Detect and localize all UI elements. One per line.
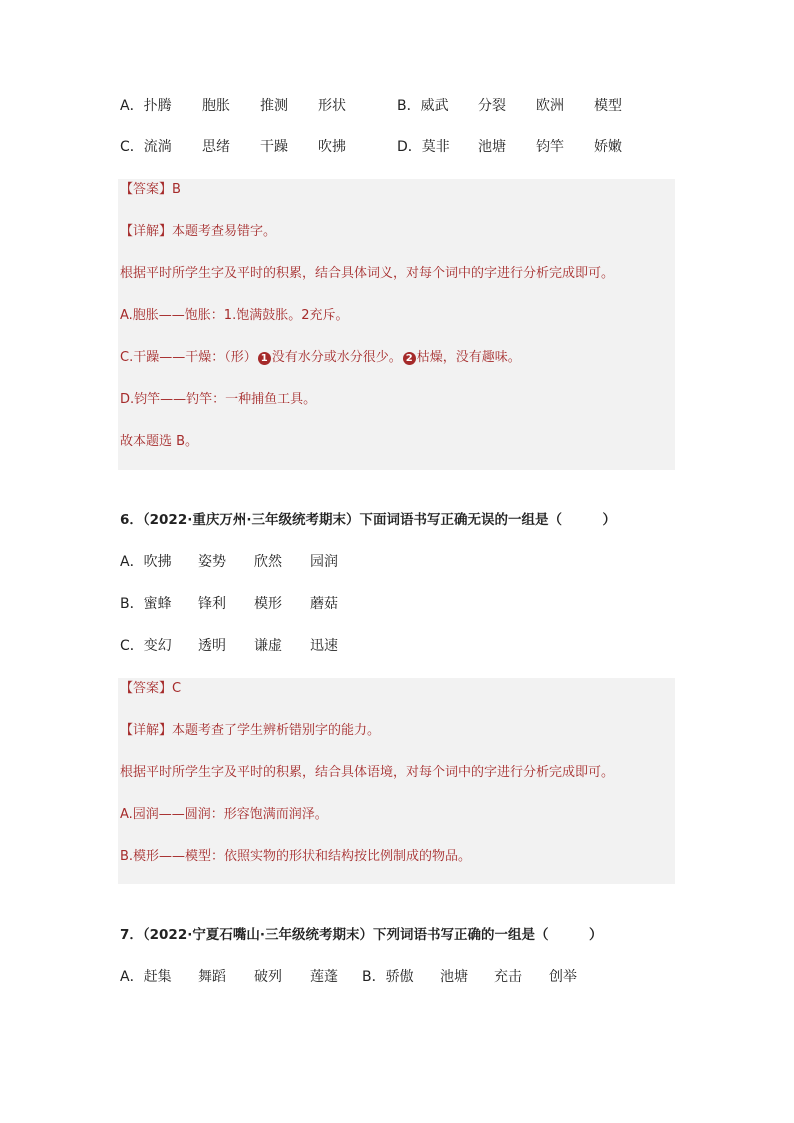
q5-explanation-line: D.钧竿——钓竿：一种捕鱼工具。 [120,392,317,407]
q5-word: 模型 [594,98,622,114]
q5-word: 推测 [260,98,288,114]
q5-word: 钧竿 [536,139,564,155]
q5-word: 胞胀 [202,98,230,114]
q5-word: 形状 [318,98,346,114]
q5-option-d: D．莫非 [397,139,450,155]
q7-option-a: A．赶集 [120,969,172,985]
q5-answer: 【答案】B [120,182,181,197]
q6-word: 园润 [310,554,338,570]
q6-word: 迅速 [310,638,338,654]
q6-title: 6．（2022·重庆万州·三年级统考期末）下面词语书写正确无误的一组是（ ） [120,512,616,528]
q5-word: 干躁 [260,139,288,155]
q6-word: 姿势 [198,554,226,570]
q6-word: 模形 [254,596,282,612]
circled-number-1: 1 [258,352,271,365]
q5-word: 分裂 [478,98,506,114]
q6-option-a: A．吹拂 [120,554,172,570]
q5-word: 欧洲 [536,98,564,114]
q6-answer-block [118,678,675,884]
q6-explanation-line: 根据平时所学生字及平时的积累，结合具体语境，对每个词中的字进行分析完成即可。 [120,765,615,780]
q5-conclusion: 故本题选 B。 [120,434,199,449]
q7-word: 充击 [494,969,522,985]
q5-word: 吹拂 [318,139,346,155]
q6-word: 欣然 [254,554,282,570]
q7-word: 创举 [549,969,577,985]
q7-word: 舞蹈 [198,969,226,985]
q5-word: 娇嫩 [594,139,622,155]
q7-word: 池塘 [440,969,468,985]
circled-number-2: 2 [403,352,416,365]
q6-option-b: B．蜜蜂 [120,596,172,612]
q5-option-c: C．流淌 [120,139,172,155]
q5-word: 池塘 [478,139,506,155]
q7-title: 7．（2022·宁夏石嘴山·三年级统考期末）下列词语书写正确的一组是（ ） [120,927,603,943]
q6-answer: 【答案】C [120,681,182,696]
q6-option-c: C．变幻 [120,638,172,654]
q5-c-part1: 没有水分或水分很少。 [271,350,402,365]
q6-detail: 【详解】本题考查了学生辨析错别字的能力。 [120,723,381,738]
q6-word: 谦虚 [254,638,282,654]
q7-word: 莲蓬 [310,969,338,985]
q5-c-part2: 枯燥，没有趣味。 [416,350,521,365]
q7-word: 破列 [254,969,282,985]
q5-explanation-line: A.胞胀——饱胀：1.饱满鼓胀。2充斥。 [120,308,349,323]
q6-explanation-line: B.模形——模型：依照实物的形状和结构按比例制成的物品。 [120,849,472,864]
q5-answer-block [118,179,675,470]
q5-c-prefix: C.干躁——干燥：（形） [120,350,257,365]
q5-option-b: B．威武 [397,98,449,114]
q6-word: 透明 [198,638,226,654]
q6-explanation-line: A.园润——圆润：形容饱满而润泽。 [120,807,328,822]
q5-explanation-line: 根据平时所学生字及平时的积累，结合具体词义，对每个词中的字进行分析完成即可。 [120,266,615,281]
q5-explanation-line-c [120,348,521,368]
q5-option-a: A．扑腾 [120,98,172,114]
q7-option-b: B．骄傲 [362,969,414,985]
q6-word: 锋利 [198,596,226,612]
q6-word: 蘑菇 [310,596,338,612]
q5-detail: 【详解】本题考查易错字。 [120,224,277,239]
q5-word: 思绪 [202,139,230,155]
